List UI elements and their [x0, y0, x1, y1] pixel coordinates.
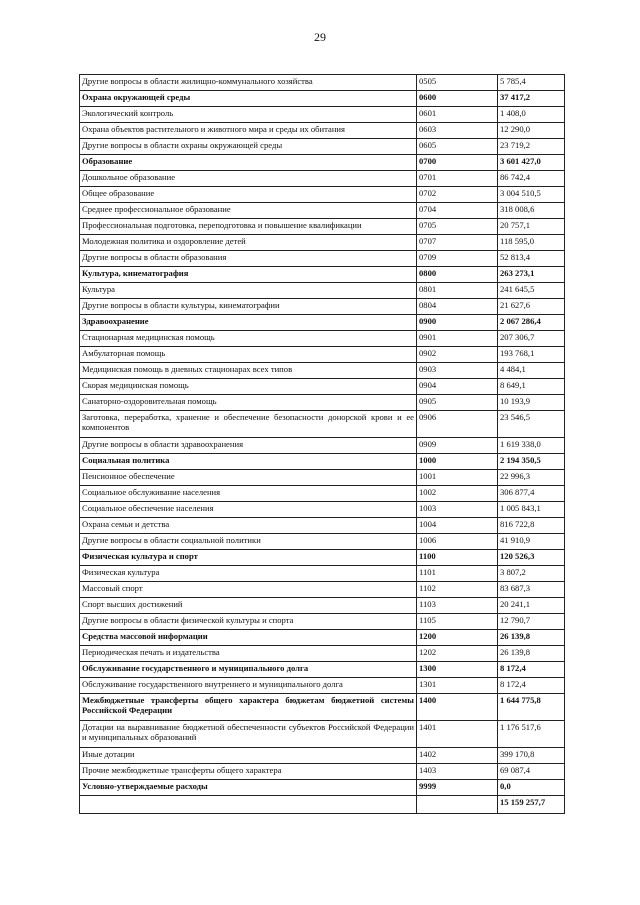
- amount-cell: 20 241,1: [498, 598, 565, 614]
- amount-cell: 15 159 257,7: [498, 796, 565, 814]
- section-code-cell: 1202: [417, 646, 498, 662]
- table-row: [80, 267, 565, 283]
- table-row: [80, 470, 565, 486]
- table-row: [80, 582, 565, 598]
- section-code-cell: 0601: [417, 107, 498, 123]
- section-code-cell: 0905: [417, 395, 498, 411]
- section-code-cell: 0700: [417, 155, 498, 171]
- table-row: [80, 518, 565, 534]
- amount-cell: 1 408,0: [498, 107, 565, 123]
- table-row: [80, 235, 565, 251]
- amount-cell: 23 546,5: [498, 411, 565, 438]
- table-row: [80, 454, 565, 470]
- section-code-cell: 1102: [417, 582, 498, 598]
- section-name-cell: Социальное обслуживание населения: [80, 486, 417, 502]
- amount-cell: 1 619 338,0: [498, 438, 565, 454]
- section-name-cell: Амбулаторная помощь: [80, 347, 417, 363]
- section-name-cell: Дотации на выравнивание бюджетной обеспеченности субъектов Российской Федерации и муниципальных образований: [80, 721, 417, 748]
- section-name-cell: Прочие межбюджетные трансферты общего характера: [80, 764, 417, 780]
- amount-cell: 118 595,0: [498, 235, 565, 251]
- section-code-cell: 0705: [417, 219, 498, 235]
- amount-cell: 306 877,4: [498, 486, 565, 502]
- section-code-cell: 0804: [417, 299, 498, 315]
- section-name-cell: Медицинская помощь в дневных стационарах всех типов: [80, 363, 417, 379]
- section-name-cell: Другие вопросы в области охраны окружающей среды: [80, 139, 417, 155]
- amount-cell: 0,0: [498, 780, 565, 796]
- table-row: [80, 502, 565, 518]
- table-row: [80, 123, 565, 139]
- table-row: [80, 678, 565, 694]
- table-row: [80, 598, 565, 614]
- section-code-cell: 1103: [417, 598, 498, 614]
- section-name-cell: Иные дотации: [80, 748, 417, 764]
- table-row: [80, 395, 565, 411]
- section-name-cell: Общее образование: [80, 187, 417, 203]
- amount-cell: 5 785,4: [498, 75, 565, 91]
- section-code-cell: 0903: [417, 363, 498, 379]
- section-code-cell: 0704: [417, 203, 498, 219]
- section-name-cell: Культура, кинематография: [80, 267, 417, 283]
- table-row: [80, 662, 565, 678]
- amount-cell: 41 910,9: [498, 534, 565, 550]
- table-row: [80, 379, 565, 395]
- amount-cell: 816 722,8: [498, 518, 565, 534]
- section-code-cell: 1001: [417, 470, 498, 486]
- section-code-cell: 1004: [417, 518, 498, 534]
- table-row: [80, 566, 565, 582]
- section-name-cell: Межбюджетные трансферты общего характера бюджетам бюджетной системы Российской Федерации: [80, 694, 417, 721]
- section-code-cell: 0906: [417, 411, 498, 438]
- section-name-cell: Дошкольное образование: [80, 171, 417, 187]
- table-row: [80, 694, 565, 721]
- amount-cell: 193 768,1: [498, 347, 565, 363]
- section-name-cell: Другие вопросы в области культуры, кинематографии: [80, 299, 417, 315]
- section-name-cell: Здравоохранение: [80, 315, 417, 331]
- table-row: [80, 139, 565, 155]
- section-name-cell: Физическая культура и спорт: [80, 550, 417, 566]
- table-row: [80, 171, 565, 187]
- amount-cell: 37 417,2: [498, 91, 565, 107]
- table-row: [80, 646, 565, 662]
- budget-table: [79, 74, 565, 814]
- section-code-cell: 0800: [417, 267, 498, 283]
- section-code-cell: 9999: [417, 780, 498, 796]
- section-code-cell: 0701: [417, 171, 498, 187]
- section-name-cell: Санаторно-оздоровительная помощь: [80, 395, 417, 411]
- table-row: [80, 315, 565, 331]
- table-row: [80, 748, 565, 764]
- section-code-cell: 1105: [417, 614, 498, 630]
- amount-cell: 3 601 427,0: [498, 155, 565, 171]
- section-code-cell: 1401: [417, 721, 498, 748]
- table-row: [80, 721, 565, 748]
- table-row: [80, 486, 565, 502]
- section-code-cell: 0505: [417, 75, 498, 91]
- section-name-cell: Средства массовой информации: [80, 630, 417, 646]
- amount-cell: 22 996,3: [498, 470, 565, 486]
- amount-cell: 241 645,5: [498, 283, 565, 299]
- section-name-cell: Условно-утверждаемые расходы: [80, 780, 417, 796]
- section-name-cell: Заготовка, переработка, хранение и обеспечение безопасности донорской крови и ее компонентов: [80, 411, 417, 438]
- section-code-cell: 1101: [417, 566, 498, 582]
- section-code-cell: 0900: [417, 315, 498, 331]
- amount-cell: 26 139,8: [498, 646, 565, 662]
- section-code-cell: 1100: [417, 550, 498, 566]
- section-code-cell: [417, 796, 498, 814]
- table-row: [80, 630, 565, 646]
- table-row: [80, 91, 565, 107]
- section-code-cell: 1200: [417, 630, 498, 646]
- table-row: [80, 75, 565, 91]
- section-code-cell: 0902: [417, 347, 498, 363]
- section-name-cell: Другие вопросы в области здравоохранения: [80, 438, 417, 454]
- section-name-cell: Молодежная политика и оздоровление детей: [80, 235, 417, 251]
- amount-cell: 120 526,3: [498, 550, 565, 566]
- amount-cell: 3 807,2: [498, 566, 565, 582]
- section-name-cell: Социальная политика: [80, 454, 417, 470]
- section-code-cell: 1403: [417, 764, 498, 780]
- table-row: [80, 363, 565, 379]
- budget-table-body: [80, 75, 565, 814]
- table-row: [80, 438, 565, 454]
- amount-cell: 2 067 286,4: [498, 315, 565, 331]
- section-name-cell: Массовый спорт: [80, 582, 417, 598]
- amount-cell: 86 742,4: [498, 171, 565, 187]
- table-row: [80, 331, 565, 347]
- section-name-cell: Периодическая печать и издательства: [80, 646, 417, 662]
- amount-cell: 3 004 510,5: [498, 187, 565, 203]
- section-code-cell: 0909: [417, 438, 498, 454]
- page-number: 29: [314, 30, 326, 44]
- section-name-cell: Обслуживание государственного и муниципального долга: [80, 662, 417, 678]
- amount-cell: 21 627,6: [498, 299, 565, 315]
- section-name-cell: Пенсионное обеспечение: [80, 470, 417, 486]
- table-row: [80, 107, 565, 123]
- amount-cell: 12 790,7: [498, 614, 565, 630]
- amount-cell: 8 172,4: [498, 678, 565, 694]
- amount-cell: 52 813,4: [498, 251, 565, 267]
- amount-cell: 26 139,8: [498, 630, 565, 646]
- section-code-cell: 1301: [417, 678, 498, 694]
- amount-cell: 8 649,1: [498, 379, 565, 395]
- section-code-cell: 1402: [417, 748, 498, 764]
- table-row: [80, 219, 565, 235]
- section-name-cell: Скорая медицинская помощь: [80, 379, 417, 395]
- amount-cell: 1 176 517,6: [498, 721, 565, 748]
- section-name-cell: Среднее профессиональное образование: [80, 203, 417, 219]
- table-row: [80, 780, 565, 796]
- amount-cell: 263 273,1: [498, 267, 565, 283]
- table-row: [80, 203, 565, 219]
- table-row: [80, 534, 565, 550]
- amount-cell: 318 008,6: [498, 203, 565, 219]
- section-name-cell: Обслуживание государственного внутреннего и муниципального долга: [80, 678, 417, 694]
- section-name-cell: Другие вопросы в области жилищно-коммунального хозяйства: [80, 75, 417, 91]
- section-code-cell: 1400: [417, 694, 498, 721]
- amount-cell: 69 087,4: [498, 764, 565, 780]
- table-row: [80, 347, 565, 363]
- section-code-cell: 1002: [417, 486, 498, 502]
- section-name-cell: Охрана семьи и детства: [80, 518, 417, 534]
- amount-cell: 20 757,1: [498, 219, 565, 235]
- amount-cell: 10 193,9: [498, 395, 565, 411]
- section-code-cell: 0904: [417, 379, 498, 395]
- section-name-cell: Образование: [80, 155, 417, 171]
- table-row: [80, 283, 565, 299]
- section-code-cell: 1006: [417, 534, 498, 550]
- table-row: [80, 411, 565, 438]
- total-row: [80, 796, 565, 814]
- section-code-cell: 1003: [417, 502, 498, 518]
- amount-cell: 8 172,4: [498, 662, 565, 678]
- section-code-cell: 0605: [417, 139, 498, 155]
- table-row: [80, 155, 565, 171]
- section-code-cell: 0600: [417, 91, 498, 107]
- section-name-cell: Охрана окружающей среды: [80, 91, 417, 107]
- table-row: [80, 614, 565, 630]
- amount-cell: 207 306,7: [498, 331, 565, 347]
- section-code-cell: 0709: [417, 251, 498, 267]
- amount-cell: 1 005 843,1: [498, 502, 565, 518]
- section-code-cell: 1300: [417, 662, 498, 678]
- section-code-cell: 0702: [417, 187, 498, 203]
- table-row: [80, 187, 565, 203]
- section-code-cell: 0901: [417, 331, 498, 347]
- section-name-cell: Социальное обеспечение населения: [80, 502, 417, 518]
- table-row: [80, 550, 565, 566]
- section-name-cell: Другие вопросы в области социальной политики: [80, 534, 417, 550]
- section-name-cell: Стационарная медицинская помощь: [80, 331, 417, 347]
- amount-cell: 399 170,8: [498, 748, 565, 764]
- table-row: [80, 764, 565, 780]
- section-name-cell: Охрана объектов растительного и животного мира и среды их обитания: [80, 123, 417, 139]
- table-row: [80, 299, 565, 315]
- section-name-cell: Физическая культура: [80, 566, 417, 582]
- section-name-cell: Спорт высших достижений: [80, 598, 417, 614]
- amount-cell: 4 484,1: [498, 363, 565, 379]
- section-name-cell: Профессиональная подготовка, переподготовка и повышение квалификации: [80, 219, 417, 235]
- section-code-cell: 0603: [417, 123, 498, 139]
- section-name-cell: Другие вопросы в области образования: [80, 251, 417, 267]
- section-name-cell: [80, 796, 417, 814]
- section-code-cell: 0801: [417, 283, 498, 299]
- section-name-cell: Культура: [80, 283, 417, 299]
- section-name-cell: Другие вопросы в области физической культуры и спорта: [80, 614, 417, 630]
- amount-cell: 12 290,0: [498, 123, 565, 139]
- table-row: [80, 251, 565, 267]
- amount-cell: 83 687,3: [498, 582, 565, 598]
- amount-cell: 23 719,2: [498, 139, 565, 155]
- amount-cell: 2 194 350,5: [498, 454, 565, 470]
- section-code-cell: 1000: [417, 454, 498, 470]
- amount-cell: 1 644 775,8: [498, 694, 565, 721]
- section-name-cell: Экологический контроль: [80, 107, 417, 123]
- section-code-cell: 0707: [417, 235, 498, 251]
